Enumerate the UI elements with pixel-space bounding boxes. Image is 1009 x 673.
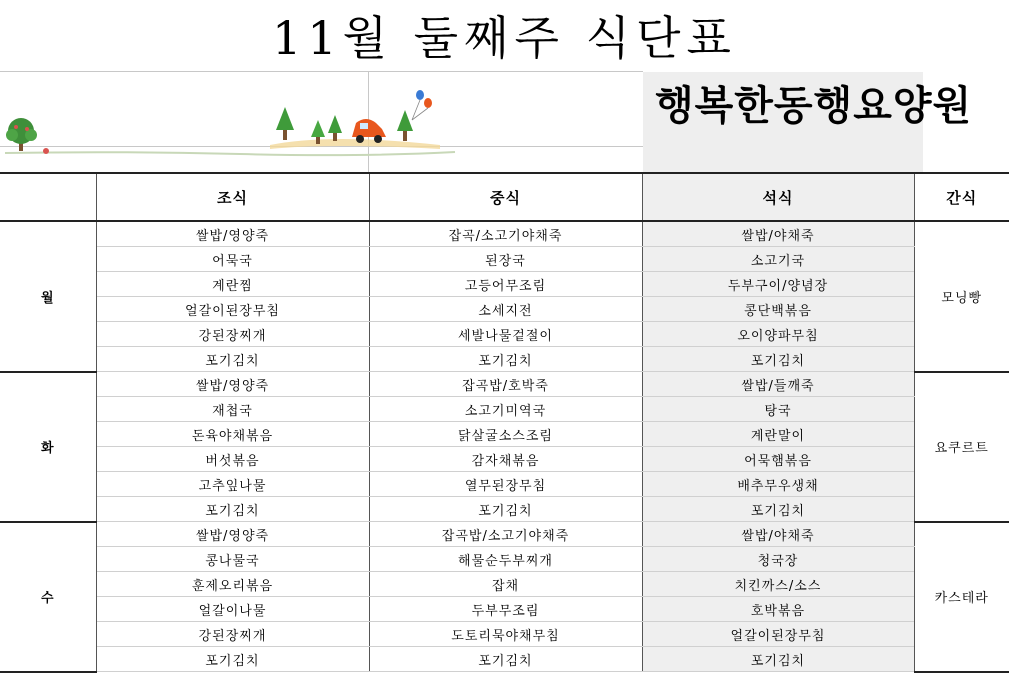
dinner-cell: 소고기국: [642, 247, 914, 272]
dinner-cell: 얼갈이된장무침: [642, 622, 914, 647]
dinner-cell: 포기김치: [642, 347, 914, 372]
table-row: [0, 372, 1009, 397]
decorative-scene: [0, 85, 470, 165]
breakfast-cell: 포기김치: [96, 647, 369, 672]
header-dinner: 석식: [642, 173, 914, 221]
meal-table: [0, 172, 1009, 673]
lunch-cell: 도토리묵야채무침: [369, 622, 642, 647]
table-row: [0, 547, 1009, 572]
lunch-cell: 잡곡밥/호박죽: [369, 372, 642, 397]
breakfast-cell: 강된장찌개: [96, 622, 369, 647]
lunch-cell: 포기김치: [369, 347, 642, 372]
lunch-cell: 감자채볶음: [369, 447, 642, 472]
lunch-cell: 잡곡/소고기야채죽: [369, 221, 642, 247]
breakfast-cell: 쌀밥/영양죽: [96, 221, 369, 247]
header-blank: [0, 173, 96, 221]
organization-name: 행복한동행요양원: [655, 83, 973, 129]
table-row: [0, 272, 1009, 297]
snack-cell: 요쿠르트: [914, 372, 1009, 522]
balloon-icon: [412, 90, 432, 120]
dinner-cell: 쌀밥/야채죽: [642, 221, 914, 247]
dinner-cell: 포기김치: [642, 647, 914, 672]
dinner-cell: 어묵햄볶음: [642, 447, 914, 472]
lunch-cell: 세발나물겉절이: [369, 322, 642, 347]
breakfast-cell: 얼갈이된장무침: [96, 297, 369, 322]
header-breakfast: 조식: [96, 173, 369, 221]
tree-icon: [397, 110, 413, 141]
tree-icon: [276, 107, 294, 140]
dinner-cell: 두부구이/양념장: [642, 272, 914, 297]
breakfast-cell: 버섯볶음: [96, 447, 369, 472]
page-title: 11월 둘째주 식단표: [272, 11, 737, 65]
tree-icon: [6, 118, 49, 154]
breakfast-cell: 훈제오리볶음: [96, 572, 369, 597]
dinner-cell: 청국장: [642, 547, 914, 572]
header-snack: 간식: [914, 173, 1009, 221]
breakfast-cell: 고추잎나물: [96, 472, 369, 497]
lunch-cell: 포기김치: [369, 497, 642, 522]
lunch-cell: 잡곡밥/소고기야채죽: [369, 522, 642, 547]
car-icon: [352, 119, 386, 143]
divider: [0, 71, 643, 72]
dinner-cell: 탕국: [642, 397, 914, 422]
lunch-cell: 소세지전: [369, 297, 642, 322]
dinner-cell: 배추무우생채: [642, 472, 914, 497]
lunch-cell: 포기김치: [369, 647, 642, 672]
header-lunch: 중식: [369, 173, 642, 221]
day-label: 화: [0, 372, 96, 522]
table-row: [0, 572, 1009, 597]
lunch-cell: 소고기미역국: [369, 397, 642, 422]
lunch-cell: 된장국: [369, 247, 642, 272]
table-row: [0, 497, 1009, 522]
table-row: [0, 472, 1009, 497]
lunch-cell: 열무된장무침: [369, 472, 642, 497]
table-row: [0, 522, 1009, 547]
table-row: [0, 347, 1009, 372]
breakfast-cell: 쌀밥/영양죽: [96, 372, 369, 397]
snack-cell: 모닝빵: [914, 221, 1009, 372]
header: [0, 0, 1009, 172]
dinner-cell: 콩단백볶음: [642, 297, 914, 322]
lunch-cell: 두부무조림: [369, 597, 642, 622]
table-row: [0, 422, 1009, 447]
breakfast-cell: 강된장찌개: [96, 322, 369, 347]
table-row: [0, 221, 1009, 247]
breakfast-cell: 포기김치: [96, 497, 369, 522]
breakfast-cell: 얼갈이나물: [96, 597, 369, 622]
table-row: [0, 297, 1009, 322]
dinner-cell: 오이양파무침: [642, 322, 914, 347]
lunch-cell: 잡채: [369, 572, 642, 597]
breakfast-cell: 재첩국: [96, 397, 369, 422]
table-row: [0, 247, 1009, 272]
dinner-cell: 계란말이: [642, 422, 914, 447]
dinner-cell: 쌀밥/야채죽: [642, 522, 914, 547]
breakfast-cell: 어묵국: [96, 247, 369, 272]
day-label: 월: [0, 221, 96, 372]
day-label: 수: [0, 522, 96, 672]
table-row: [0, 622, 1009, 647]
table-row: [0, 647, 1009, 672]
table-row: [0, 397, 1009, 422]
breakfast-cell: 돈육야채볶음: [96, 422, 369, 447]
lunch-cell: 해물순두부찌개: [369, 547, 642, 572]
dinner-cell: 쌀밥/들깨죽: [642, 372, 914, 397]
dinner-cell: 포기김치: [642, 497, 914, 522]
table-header-row: [0, 173, 1009, 221]
lunch-cell: 고등어무조림: [369, 272, 642, 297]
breakfast-cell: 포기김치: [96, 347, 369, 372]
tree-icon: [328, 115, 342, 141]
dinner-cell: 호박볶음: [642, 597, 914, 622]
snack-cell: 카스테라: [914, 522, 1009, 672]
dinner-cell: 치킨까스/소스: [642, 572, 914, 597]
breakfast-cell: 쌀밥/영양죽: [96, 522, 369, 547]
table-row: [0, 597, 1009, 622]
table-row: [0, 322, 1009, 347]
breakfast-cell: 콩나물국: [96, 547, 369, 572]
lunch-cell: 닭살굴소스조림: [369, 422, 642, 447]
table-row: [0, 447, 1009, 472]
breakfast-cell: 계란찜: [96, 272, 369, 297]
